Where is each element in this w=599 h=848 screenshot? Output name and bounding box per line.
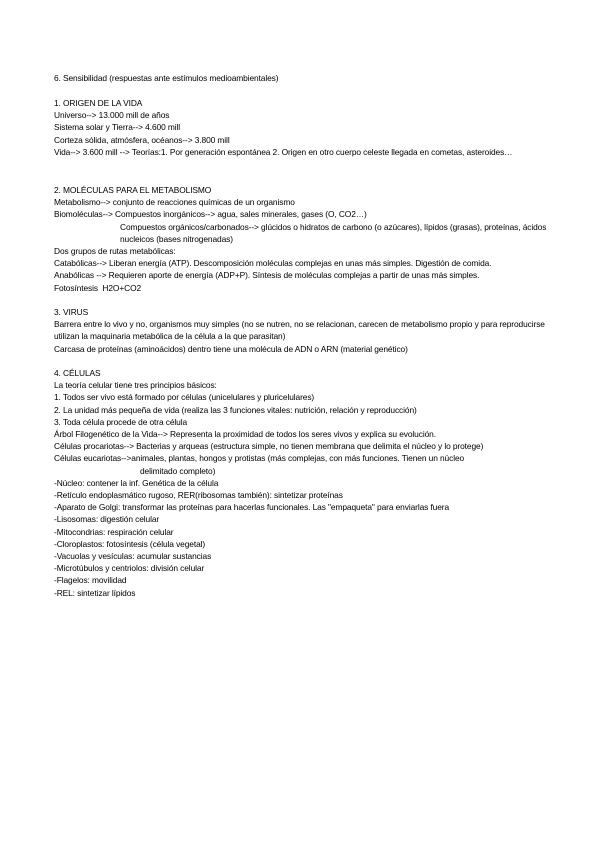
text-line: Sistema solar y Tierra--> 4.600 mill: [54, 122, 181, 133]
text-line: Universo--> 13.000 mill de años: [54, 110, 170, 121]
section-title: 2. MOLÉCULAS PARA EL METABOLISMO: [54, 185, 212, 195]
text-line: Corteza sólida, atmósfera, océanos--> 3.800 mill: [54, 134, 230, 145]
section-title: 3. VIRUS: [54, 307, 89, 317]
text-line: Dos grupos de rutas metabólicas:: [54, 246, 176, 257]
list-item: -Retículo endoplasmático rugoso, RER(ribosomas también): sintetizar proteínas: [54, 490, 343, 501]
text-line: 3. Toda célula procede de otra célula: [54, 416, 188, 427]
list-item: -REL: sintetizar lípidos: [54, 587, 136, 598]
text-line: Células eucariotas-->animales, plantas, hongos y protistas (más complejas, con más funciones. Tienen un núcleo: [54, 453, 465, 464]
text-line: Compuestos orgánicos/carbonados--> glúcidos o hidratos de carbono (o azúcares), lípidos (grasas), proteínas, ácidos nucleicos (bases nitrogenadas): [120, 221, 547, 244]
section-origen: [54, 97, 554, 158]
list-item: -Lisosomas: digestión celular: [54, 514, 160, 525]
text-line: Árbol Filogenético de la Vida--> Representa la proximidad de todos los seres vivos y explica su evolución.: [54, 429, 436, 440]
list-item: -Aparato de Golgi: transformar las proteínas para hacerlas funcionales. Las "empaqueta" para enviarlas fuera: [54, 502, 450, 513]
section-moleculas: [54, 184, 554, 294]
intro-block: [54, 72, 554, 84]
text-line: 2. La unidad más pequeña de vida (realiza las 3 funciones vitales: nutrición, relación y reproducción): [54, 404, 417, 415]
section-title: 4. CÉLULAS: [54, 368, 101, 378]
text-line: Fotosíntesis H2O+CO2: [54, 282, 142, 293]
text-line: Metabolismo--> conjunto de reacciones químicas de un organismo: [54, 197, 295, 208]
text-line: Biomoléculas--> Compuestos inorgánicos--> agua, sales minerales, gases (O, CO2…): [54, 209, 367, 220]
text-line: Células procariotas--> Bacterias y arqueas (estructura simple, no tienen membrana que delimita el núcleo y lo protege): [54, 441, 484, 452]
section-celulas: [54, 367, 554, 599]
text-line: Vida--> 3.600 mill --> Teorías:1. Por generación espontánea 2. Origen en otro cuerpo celeste llegada en cometas, asteroides…: [54, 146, 513, 157]
text-line: Carcasa de proteínas (aminoácidos) dentro tiene una molécula de ADN o ARN (material genético): [54, 343, 408, 354]
list-item: -Núcleo: contener la inf. Genética de la célula: [54, 477, 219, 488]
text-line: Anabólicas --> Requieren aporte de energía (ADP+P). Síntesis de moléculas complejas a partir de unas más simples.: [54, 270, 480, 281]
list-item: -Microtúbulos y centriolos: división celular: [54, 563, 205, 574]
section-title: 1. ORIGEN DE LA VIDA: [54, 98, 143, 108]
text-line: Catabólicas--> Liberan energía (ATP). Descomposición moléculas complejas en unas más simples. Digestión de comida.: [54, 258, 492, 269]
text-line: delimitado completo): [140, 465, 216, 476]
section-virus: [54, 306, 554, 355]
text-line: Barrera entre lo vivo y no, organismos muy simples (no se nutren, no se relacionan, carecen de metabolismo propio y para reproducirse utilizan la maquinaria metabólica de la célula a la que parasitan): [54, 319, 545, 342]
list-item: -Mitocondrias: respiración celular: [54, 526, 174, 537]
text-line: 1. Todos ser vivo está formado por células (unicelulares y pluricelulares): [54, 392, 315, 403]
list-item: -Flagelos: movilidad: [54, 575, 127, 586]
list-item: -Vacuolas y vesículas: acumular sustancias: [54, 551, 212, 562]
intro-line: 6. Sensibilidad (respuestas ante estímulos medioambientales): [54, 73, 279, 83]
text-line: La teoría celular tiene tres principios básicos:: [54, 380, 217, 391]
list-item: -Cloroplastos: fotosíntesis (célula vegetal): [54, 538, 206, 549]
